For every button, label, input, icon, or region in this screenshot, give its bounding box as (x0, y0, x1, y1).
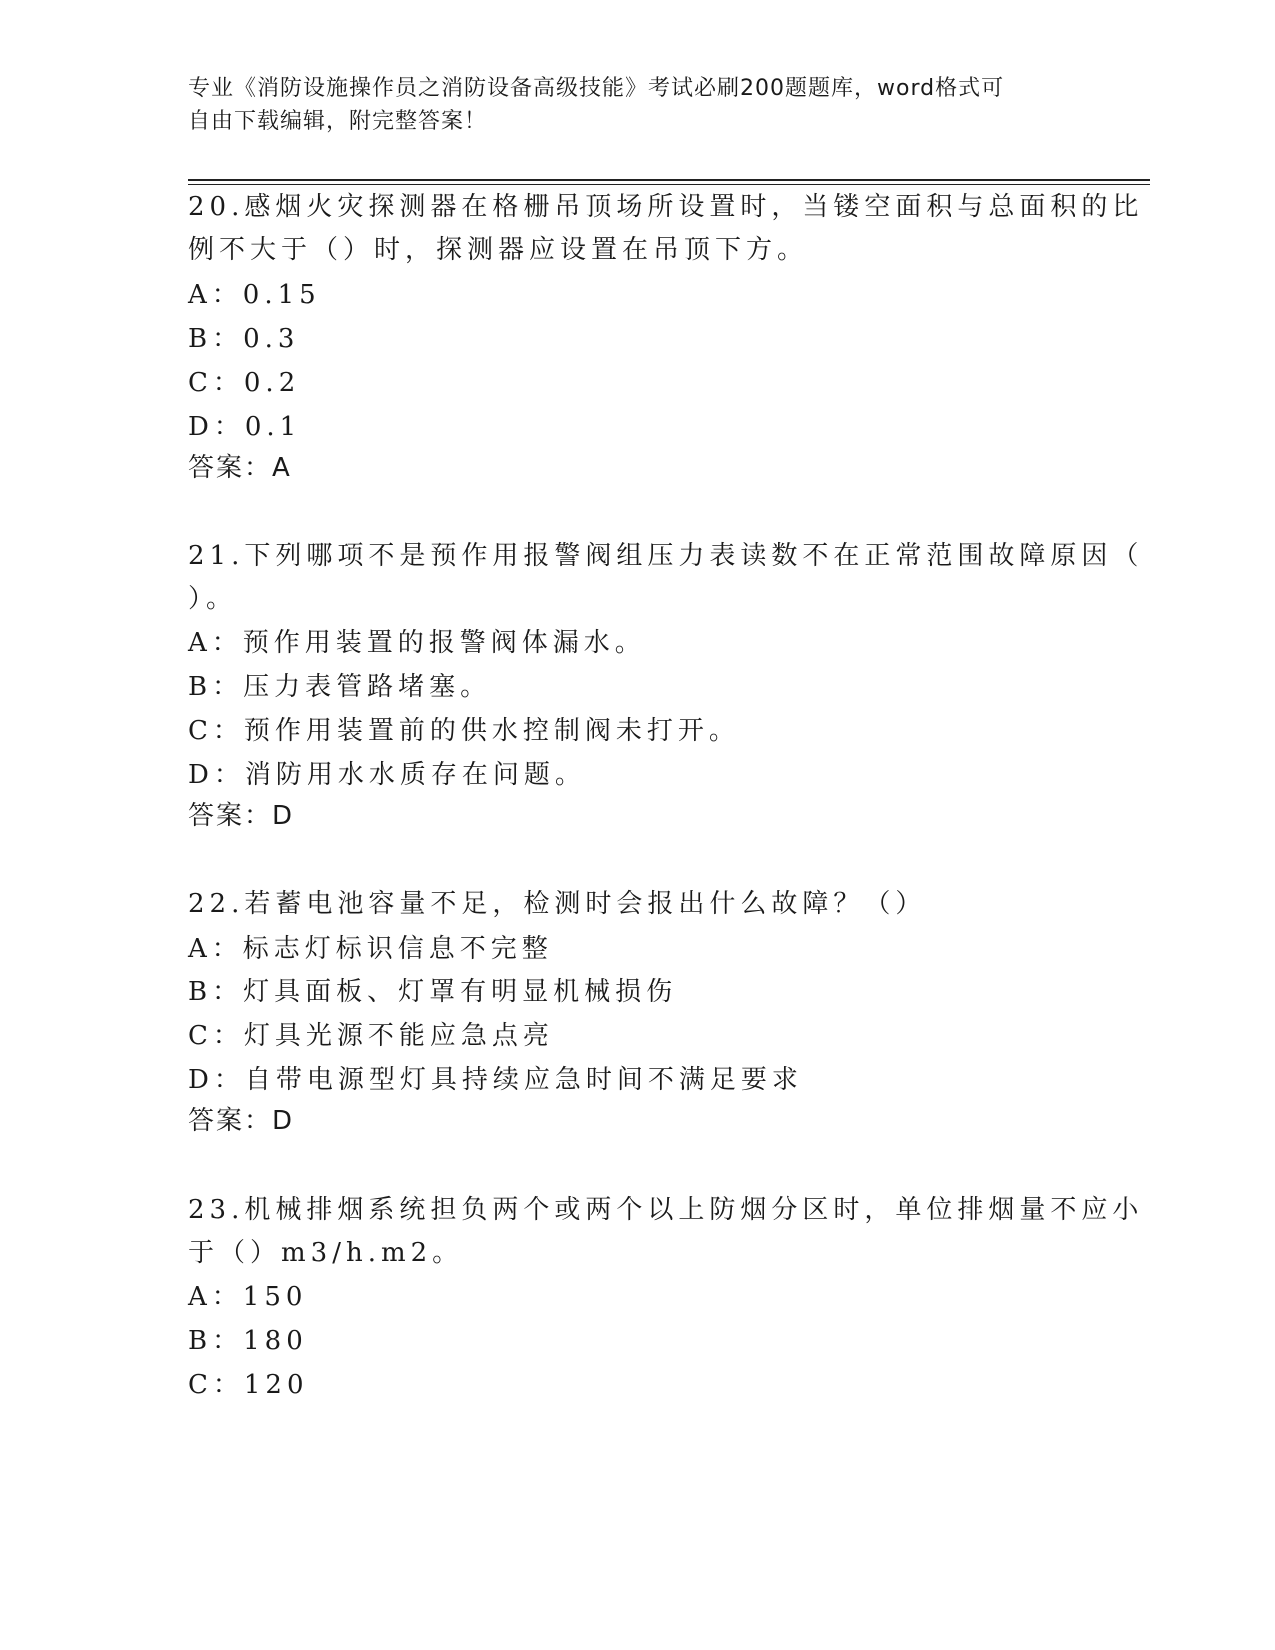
question-21-option-a: A：预作用装置的报警阀体漏水。 (188, 628, 646, 658)
question-21-stem-line-2: ）。 (188, 584, 238, 614)
header-line-1: 专业《消防设施操作员之消防设备高级技能》考试必刷200题题库，word格式可 (188, 76, 1005, 101)
question-22-option-d: D：自带电源型灯具持续应急时间不满足要求 (188, 1065, 803, 1095)
question-20-answer: 答案：A (188, 453, 292, 483)
question-21-option-b: B：压力表管路堵塞。 (188, 672, 492, 702)
question-20-stem-line-1: 20.感烟火灾探测器在格栅吊顶场所设置时，当镂空面积与总面积的比 (188, 192, 1144, 222)
question-23-option-a: A：150 (188, 1282, 308, 1312)
header-line-2: 自由下载编辑，附完整答案！ (188, 109, 488, 134)
question-21-option-c: C：预作用装置前的供水控制阀未打开。 (188, 716, 740, 746)
question-21-answer: 答案：D (188, 801, 295, 831)
question-23-option-b: B：180 (188, 1326, 308, 1356)
question-23-stem-line-1: 23.机械排烟系统担负两个或两个以上防烟分区时，单位排烟量不应小 (188, 1195, 1144, 1225)
question-22-option-a: A：标志灯标识信息不完整 (188, 934, 553, 964)
question-22-answer: 答案：D (188, 1106, 295, 1136)
document-header (188, 72, 1068, 138)
question-20-option-b: B：0.3 (188, 324, 300, 354)
question-21-stem-line-1: 21.下列哪项不是预作用报警阀组压力表读数不在正常范围故障原因（ (188, 541, 1144, 571)
question-23-option-c: C：120 (188, 1370, 309, 1400)
question-20-option-a: A：0.15 (188, 280, 321, 310)
question-22-stem-line-1: 22.若蓄电池容量不足，检测时会报出什么故障？（） (188, 889, 927, 919)
question-22-option-b: B：灯具面板、灯罩有明显机械损伤 (188, 977, 678, 1007)
question-23-stem-line-2: 于（）m3/h.m2。 (188, 1238, 464, 1268)
question-20-option-c: C：0.2 (188, 368, 301, 398)
question-22-option-c: C：灯具光源不能应急点亮 (188, 1021, 554, 1051)
question-20-option-d: D：0.1 (188, 412, 302, 442)
question-20-stem-line-2: 例不大于（）时，探测器应设置在吊顶下方。 (188, 235, 809, 265)
header-divider-thin (188, 184, 1150, 185)
question-21-option-d: D：消防用水水质存在问题。 (188, 760, 586, 790)
header-divider-thick (188, 179, 1150, 181)
